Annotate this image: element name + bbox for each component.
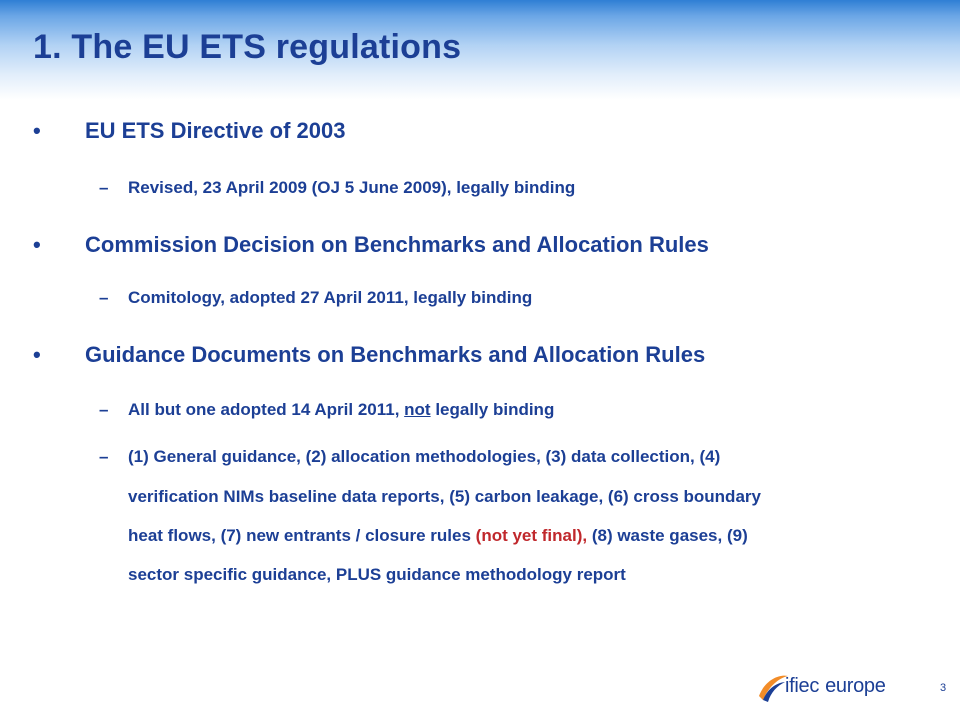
sub-bullet-text: All but one adopted 14 April 2011, not legally binding xyxy=(128,400,555,419)
underlined-not: not xyxy=(404,400,431,419)
guidance-list-line-2: verification NIMs baseline data reports, (5) carbon leakage, (6) cross boundary xyxy=(128,487,761,506)
not-yet-final-note: (not yet final), xyxy=(475,526,588,545)
guidance-list-line-4: sector specific guidance, PLUS guidance methodology report xyxy=(128,565,626,584)
dash-marker: – xyxy=(99,447,109,466)
guidance-list-line-3: heat flows, (7) new entrants / closure rules (not yet final), (8) waste gases, (9) xyxy=(128,526,748,545)
bullet-marker: • xyxy=(33,118,41,143)
dash-marker: – xyxy=(99,288,109,307)
logo-wordmark xyxy=(785,675,886,698)
logo-word-europe: europe xyxy=(825,675,886,697)
dash-marker: – xyxy=(99,178,109,197)
bullet-text: Commission Decision on Benchmarks and Allocation Rules xyxy=(85,232,709,257)
logo-word-ifiec: ifiec xyxy=(785,675,820,697)
sub-bullet-text: Revised, 23 April 2009 (OJ 5 June 2009), legally binding xyxy=(128,178,576,197)
ifiec-europe-logo xyxy=(757,670,907,706)
slide-title: 1. The EU ETS regulations xyxy=(33,28,462,66)
bullet-marker: • xyxy=(33,342,41,367)
page-number: 3 xyxy=(940,682,947,694)
bullet-text: EU ETS Directive of 2003 xyxy=(85,118,346,143)
sub-bullet-text: Comitology, adopted 27 April 2011, legally binding xyxy=(128,288,533,307)
guidance-list-line-1: (1) General guidance, (2) allocation methodologies, (3) data collection, (4) xyxy=(128,447,721,466)
dash-marker: – xyxy=(99,400,109,419)
bullet-text: Guidance Documents on Benchmarks and Allocation Rules xyxy=(85,342,706,367)
bullet-marker: • xyxy=(33,232,41,257)
